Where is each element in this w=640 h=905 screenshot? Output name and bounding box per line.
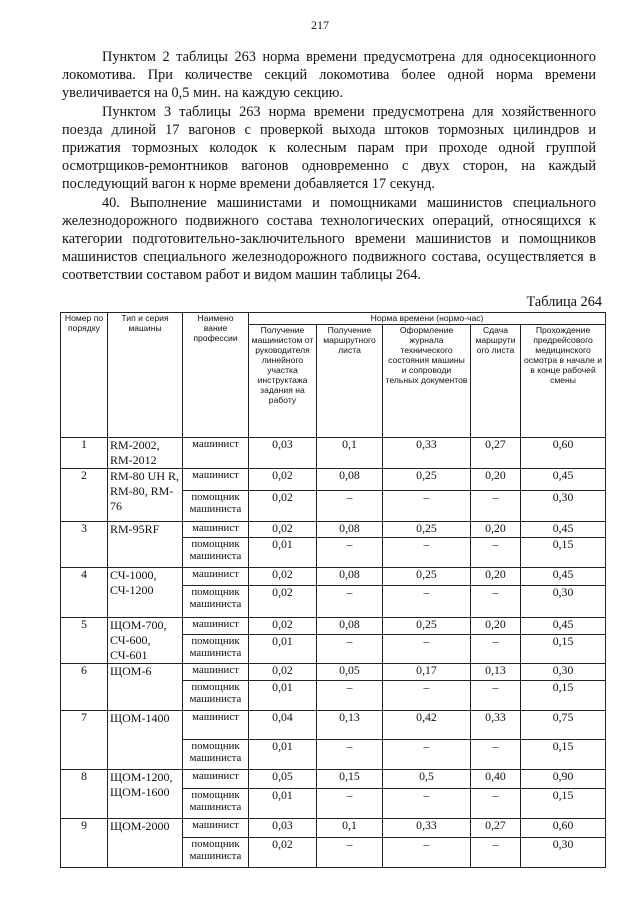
time-norm-value: 0,33 (383, 819, 471, 838)
time-norm-value: 0,02 (249, 522, 317, 538)
time-norm-value: 0,03 (249, 438, 317, 469)
row-number: 2 (61, 469, 108, 522)
time-norm-value: 0,02 (249, 469, 317, 491)
table-row (61, 438, 606, 469)
time-norm-value: – (317, 491, 383, 522)
time-norm-value: – (317, 538, 383, 568)
time-norm-value: 0,15 (521, 681, 606, 711)
time-norm-value: – (383, 538, 471, 568)
machine-type: ЩОМ-700, СЧ-600, СЧ-601 (108, 618, 183, 664)
time-norm-value: 0,02 (249, 491, 317, 522)
profession: машинист (183, 469, 249, 491)
time-norm-value: 0,20 (471, 618, 521, 635)
profession: помощник машиниста (183, 538, 249, 568)
paragraph: 40. Выполнение машинистами и помощниками машинистов специального железнодорожного подвижного состава технологических операций, относящихся к категории подготовительно-заключительного времени машинистов и помощников машинистов специального железнодорожного подвижного состава, осуществляется в соответствии составом работ и видом машин таблицы 264. (62, 194, 596, 284)
time-norm-value: 0,20 (471, 568, 521, 586)
header-route-sheet-receipt: Получение маршрутного листа (317, 325, 383, 438)
time-norm-value: 0,42 (383, 711, 471, 740)
time-norm-value: 0,01 (249, 635, 317, 664)
header-profession: Наимено вание профессии (183, 313, 249, 438)
time-norm-value: – (317, 681, 383, 711)
machine-type: СЧ-1000, СЧ-1200 (108, 568, 183, 618)
time-norm-value: 0,15 (521, 635, 606, 664)
time-norm-value: 0,03 (249, 819, 317, 838)
machine-type: ЩОМ-6 (108, 664, 183, 711)
table-row (61, 770, 606, 789)
time-norm-value: 0,33 (471, 711, 521, 740)
table-row (61, 469, 606, 491)
body-text (62, 48, 596, 285)
time-norm-value: 0,01 (249, 740, 317, 770)
time-norm-value: 0,05 (317, 664, 383, 681)
time-norm-value: – (317, 586, 383, 618)
time-norm-value: 0,45 (521, 469, 606, 491)
time-norm-value: 0,15 (317, 770, 383, 789)
time-norm-value: – (383, 681, 471, 711)
time-norm-value: 0,20 (471, 469, 521, 491)
time-norm-value: 0,25 (383, 618, 471, 635)
profession: машинист (183, 522, 249, 538)
machine-type: RM-2002, RM-2012 (108, 438, 183, 469)
time-norm-value: 0,27 (471, 438, 521, 469)
time-norm-value: 0,33 (383, 438, 471, 469)
time-norm-value: 0,17 (383, 664, 471, 681)
profession: машинист (183, 568, 249, 586)
row-number: 6 (61, 664, 108, 711)
row-number: 4 (61, 568, 108, 618)
table-row (61, 618, 606, 635)
table-body (61, 438, 606, 868)
time-norm-value: 0,45 (521, 522, 606, 538)
time-norm-value: 0,25 (383, 568, 471, 586)
time-norm-value: – (471, 635, 521, 664)
time-norm-value: – (471, 838, 521, 868)
time-norm-value: 0,30 (521, 664, 606, 681)
time-norm-value: – (317, 635, 383, 664)
profession: машинист (183, 438, 249, 469)
time-norm-value: 0,30 (521, 838, 606, 868)
time-norm-value: – (317, 740, 383, 770)
header-logbook: Оформление журнала технического состояния машины и сопроводи тельных документов (383, 325, 471, 438)
profession: помощник машиниста (183, 789, 249, 819)
time-norm-value: – (383, 586, 471, 618)
time-norm-value: 0,30 (521, 491, 606, 522)
time-norm-value: 0,20 (471, 522, 521, 538)
profession: машинист (183, 618, 249, 635)
time-norm-value: – (383, 838, 471, 868)
profession: помощник машиниста (183, 586, 249, 618)
time-norm-value: – (383, 635, 471, 664)
time-norm-value: 0,02 (249, 568, 317, 586)
time-norm-value: – (471, 789, 521, 819)
table-row (61, 522, 606, 538)
time-norm-value: 0,60 (521, 819, 606, 838)
time-norm-value: 0,15 (521, 740, 606, 770)
time-norm-value: 0,02 (249, 618, 317, 635)
time-norm-value: 0,02 (249, 838, 317, 868)
time-norm-value: – (383, 491, 471, 522)
time-norm-value: 0,40 (471, 770, 521, 789)
profession: машинист (183, 711, 249, 740)
time-norm-value: – (317, 789, 383, 819)
time-norm-value: 0,04 (249, 711, 317, 740)
profession: помощник машиниста (183, 681, 249, 711)
profession: машинист (183, 770, 249, 789)
time-norm-value: – (383, 789, 471, 819)
paragraph: Пунктом 2 таблицы 263 норма времени предусмотрена для односекционного локомотива. При количестве секций локомотива более одной норма времени увеличивается на 0,5 мин. на каждую секцию. (62, 49, 596, 102)
row-number: 9 (61, 819, 108, 868)
header-medical-check: Прохождение предрейсового медицинского осмотра в начале и в конце рабочей смены (521, 325, 606, 438)
profession: машинист (183, 664, 249, 681)
time-norm-value: 0,08 (317, 469, 383, 491)
time-norm-value: – (471, 491, 521, 522)
header-machine-type: Тип и серия машины (108, 313, 183, 438)
table-row (61, 819, 606, 838)
time-norm-value: – (471, 538, 521, 568)
table-row (61, 664, 606, 681)
profession: машинист (183, 819, 249, 838)
table-row (61, 711, 606, 740)
time-norm-value: 0,25 (383, 522, 471, 538)
time-norm-value: – (383, 740, 471, 770)
time-norm-value: 0,01 (249, 789, 317, 819)
profession: помощник машиниста (183, 838, 249, 868)
time-norm-value: – (471, 586, 521, 618)
time-norm-value: 0,02 (249, 586, 317, 618)
time-norm-value: 0,01 (249, 681, 317, 711)
time-norm-value: 0,15 (521, 789, 606, 819)
header-route-sheet-handover: Сдача маршрути ого листа (471, 325, 521, 438)
time-norm-value: 0,1 (317, 819, 383, 838)
time-norm-value: 0,45 (521, 568, 606, 586)
time-norm-value: 0,13 (317, 711, 383, 740)
table-caption: Таблица 264 (526, 294, 602, 310)
table-header (61, 313, 606, 438)
time-norm-value: 0,13 (471, 664, 521, 681)
time-norm-value: 0,08 (317, 568, 383, 586)
machine-type: ЩОМ-2000 (108, 819, 183, 868)
header-instruction: Получение машинистом от руководителя линейного участка инструктажа задания на работу (249, 325, 317, 438)
norms-table (60, 312, 606, 868)
time-norm-value: – (317, 838, 383, 868)
row-number: 5 (61, 618, 108, 664)
time-norm-value: 0,5 (383, 770, 471, 789)
row-number: 8 (61, 770, 108, 819)
row-number: 7 (61, 711, 108, 770)
time-norm-value: 0,05 (249, 770, 317, 789)
profession: помощник машиниста (183, 740, 249, 770)
time-norm-value: 0,01 (249, 538, 317, 568)
row-number: 3 (61, 522, 108, 568)
header-time-norm-group: Норма времени (нормо-час) (249, 313, 606, 325)
time-norm-value: 0,15 (521, 538, 606, 568)
profession: помощник машиниста (183, 491, 249, 522)
table-row (61, 568, 606, 586)
time-norm-value: 0,45 (521, 618, 606, 635)
time-norm-value: – (471, 740, 521, 770)
page-number: 217 (311, 18, 329, 32)
row-number: 1 (61, 438, 108, 469)
profession: помощник машиниста (183, 635, 249, 664)
time-norm-value: – (471, 681, 521, 711)
time-norm-value: 0,30 (521, 586, 606, 618)
time-norm-value: 0,08 (317, 618, 383, 635)
paragraph: Пунктом 3 таблицы 263 норма времени предусмотрена для хозяйственного поезда длиной 17 вагонов с проверкой выхода штоков тормозных цилиндров и прижатия тормозных колодок к колесным парам при проходе одной группой осмотрщиков-ремонтников вагонов одновременно с двух сторон, на каждый последующий вагон к норме времени добавляется 17 секунд. (62, 103, 596, 193)
machine-type: RM-95RF (108, 522, 183, 568)
time-norm-value: 0,25 (383, 469, 471, 491)
time-norm-value: 0,27 (471, 819, 521, 838)
machine-type: RM-80 UH R, RM-80, RM-76 (108, 469, 183, 522)
time-norm-value: 0,75 (521, 711, 606, 740)
time-norm-value: 0,08 (317, 522, 383, 538)
machine-type: ЩОМ-1200, ЩОМ-1600 (108, 770, 183, 819)
header-number: Номер по порядку (61, 313, 108, 438)
time-norm-value: 0,90 (521, 770, 606, 789)
time-norm-value: 0,1 (317, 438, 383, 469)
machine-type: ЩОМ-1400 (108, 711, 183, 770)
time-norm-value: 0,02 (249, 664, 317, 681)
time-norm-value: 0,60 (521, 438, 606, 469)
